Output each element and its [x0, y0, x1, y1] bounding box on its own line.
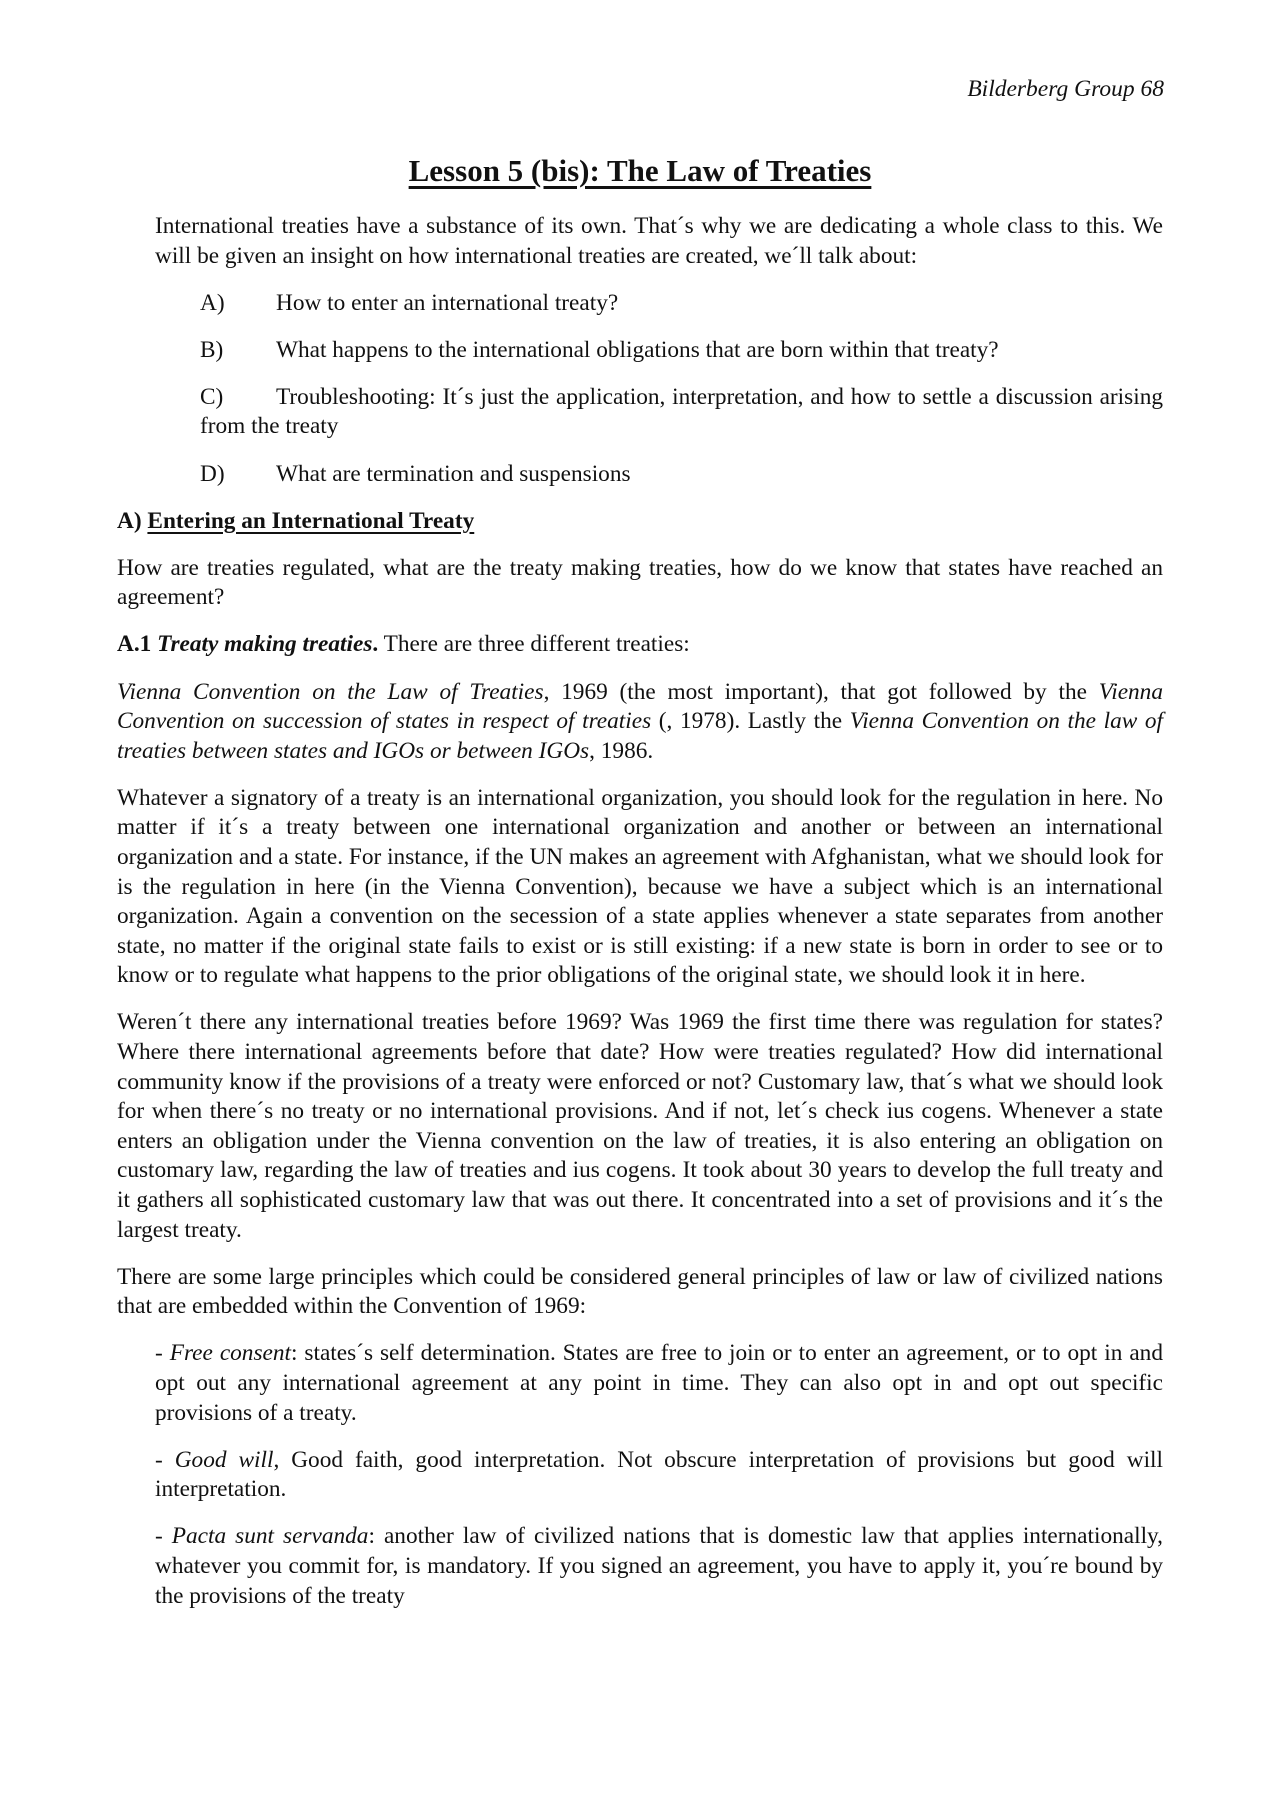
paragraph-principles: There are some large principles which could be considered general principles of law or law of civilized nations that are embedded within the Convention of 1969:	[117, 1263, 1163, 1320]
document-body	[117, 212, 1163, 1629]
paragraph-how: How are treaties regulated, what are the treaty making treaties, how do we know that states have reached an agreement?	[117, 554, 1163, 611]
convention-2: Vienna Convention on succession of states in respect of treaties	[117, 678, 1163, 735]
principle-pacta-sunt-servanda	[155, 1522, 1163, 1611]
list-marker: B)	[200, 336, 224, 363]
bullet-dash: -	[155, 1340, 170, 1367]
list-marker: D)	[200, 460, 225, 487]
section-title: Entering an International Treaty	[147, 507, 475, 534]
list-item-d	[200, 460, 1163, 490]
intro-paragraph: International treaties have a substance of its own. That´s why we are dedicating a whole class to this. We will be given an insight on how international treaties are created, we´ll talk about:	[155, 213, 1163, 269]
list-item-c	[200, 383, 1163, 442]
list-text: Troubleshooting: It´s just the application, interpretation, and how to settle a discussion arising from the treaty	[200, 383, 1163, 440]
paragraph-whatever: Whatever a signatory of a treaty is an international organization, you should look for the regulation in here. No matter if it´s a treaty between one international organization and another or between an international organization and a state. For instance, if the UN makes an agreement with Afghanistan, what we should look for is the regulation in here (in the Vienna Convention), because we have a subject which is an international organization. Again a convention on the secession of a state applies whenever a state separates from another state, no matter if the original state fails to exist or is still existing: if a new state is born in order to see or to know or to regulate what happens to the prior obligations of the original state, we should look it in here.	[117, 784, 1163, 989]
convention-3: Vienna Convention on the law of treaties between states and IGOs or between IGOs	[117, 708, 1164, 764]
vienna-text-2: (, 1978). Lastly the	[651, 708, 850, 735]
paragraph-a1	[117, 630, 1163, 660]
list-item-b	[200, 336, 1163, 366]
running-header: Bilderberg Group 68	[967, 76, 1164, 102]
principle-term: Pacta sunt servanda	[171, 1523, 369, 1550]
list-text: What happens to the international obligations that are born within that treaty?	[276, 336, 999, 363]
bullet-dash: -	[155, 1446, 175, 1473]
principle-text: : states´s self determination. States are free to join or to enter an agreement, or to opt in and opt out any international agreement at any point in time. They can also opt in and opt out specific provisions of a treaty.	[155, 1340, 1163, 1426]
principle-text: : another law of civilized nations that is domestic law that applies internationally, whatever you commit for, is mandatory. If you signed an agreement, you have to apply it, you´re bound by the provisions of the treaty	[155, 1523, 1163, 1609]
a1-dot: .	[372, 631, 379, 658]
principle-text: , Good faith, good interpretation. Not obscure interpretation of provisions but good will interpretation.	[155, 1446, 1163, 1503]
principle-term: Good will	[174, 1446, 274, 1473]
convention-1: Vienna Convention on the Law of Treaties	[117, 678, 544, 705]
paragraph-werent: Weren´t there any international treaties before 1969? Was 1969 the first time there was regulation for states? Where there international agreements before that date? How were treaties regulated? How did international community know if the provisions of a treaty were enforced or not? Customary law, that´s what we should look for when there´s no treaty or no international provisions. And if not, let´s check ius cogens. Whenever a state enters an obligation under the Vienna convention on the law of treaties, it is also entering an obligation on customary law, regarding the law of treaties and ius cogens. It took about 30 years to develop the full treaty and it gathers all sophisticated customary law that was out there. It concentrated into a set of provisions and it´s the largest treaty.	[117, 1009, 1163, 1243]
principle-free-consent	[155, 1339, 1163, 1428]
list-text: How to enter an international treaty?	[276, 289, 619, 316]
a1-title: Treaty making treaties	[157, 631, 373, 658]
bullet-dash: -	[155, 1523, 172, 1550]
principle-good-will	[155, 1446, 1163, 1505]
list-text: What are termination and suspensions	[276, 460, 631, 487]
list-item-a	[200, 289, 1163, 319]
vienna-text-1: , 1969 (the most important), that got followed by the	[543, 678, 1099, 705]
a1-number: A.1	[117, 631, 158, 658]
list-marker: C)	[200, 383, 224, 410]
principle-term: Free consent	[169, 1340, 291, 1367]
page-title: Lesson 5 (bis): The Law of Treaties	[408, 153, 872, 188]
list-marker: A)	[200, 289, 225, 316]
a1-text: There are three different treaties:	[378, 631, 690, 658]
paragraph-vienna	[117, 678, 1163, 767]
section-heading-a	[117, 507, 1163, 537]
section-prefix: A)	[117, 507, 148, 534]
vienna-text-3: , 1986.	[589, 737, 654, 764]
